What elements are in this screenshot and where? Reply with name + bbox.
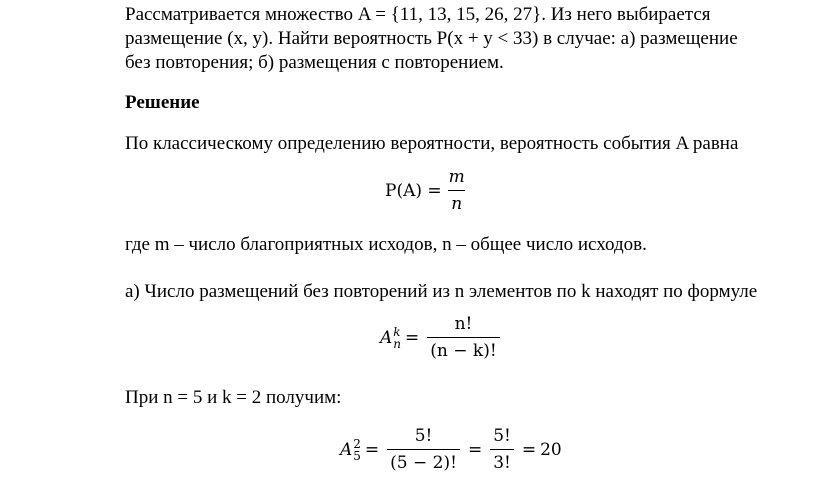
- calculation-formula: [340, 425, 562, 474]
- formula3-base: A: [340, 439, 353, 460]
- formula1-denominator: n: [448, 190, 465, 215]
- formula3-equals-2: =: [467, 439, 483, 460]
- formula3-sup: 2: [353, 436, 361, 451]
- formula2-equals: =: [405, 327, 420, 348]
- formula3-indices: [353, 438, 361, 462]
- formula2-denominator: (n − k)!: [427, 337, 499, 362]
- part-a-text: а) Число размещений без повторений из n элементов по k находят по формуле: [125, 281, 758, 302]
- formula3-result: 20: [540, 439, 562, 460]
- formula2-sup: k: [393, 324, 401, 339]
- formula1-numerator: m: [448, 167, 465, 187]
- formula3-sub: 5: [353, 448, 361, 463]
- formula3-fraction-2: [490, 425, 514, 474]
- arrangement-formula: [380, 313, 504, 362]
- formula3-equals-3: =: [521, 439, 537, 460]
- formula3-equals-1: =: [364, 439, 380, 460]
- where-text: где m – число благоприятных исходов, n – общее число исходов.: [125, 234, 647, 255]
- solution-heading: Решение: [125, 92, 200, 113]
- formula2-sub: n: [393, 336, 402, 351]
- formula1-lhs: P(A) =: [385, 180, 442, 201]
- problem-line-1: Рассматривается множество A = {11, 13, 15, 26, 27}. Из него выбирается: [125, 4, 711, 25]
- formula2-base: A: [380, 327, 393, 348]
- formula3-fraction-1: [387, 425, 460, 474]
- formula2-fraction: [427, 313, 499, 362]
- formula1-fraction: [446, 166, 468, 215]
- formula2-indices: [393, 326, 401, 350]
- problem-line-3: без повторения; б) размещения с повторением.: [125, 52, 504, 73]
- formula2-numerator: n!: [454, 314, 473, 334]
- problem-line-2: размещение (x, y). Найти вероятность P(x + y < 33) в случае: а) размещение: [125, 28, 738, 49]
- intro-text: По классическому определению вероятности, вероятность события A равна: [125, 133, 739, 154]
- when-text: При n = 5 и k = 2 получим:: [125, 387, 342, 408]
- formula3-numerator-2: 5!: [493, 426, 511, 446]
- formula3-denominator-1: (5 − 2)!: [387, 449, 460, 474]
- formula3-numerator-1: 5!: [414, 426, 433, 446]
- probability-formula: [385, 166, 472, 215]
- formula3-denominator-2: 3!: [490, 449, 514, 474]
